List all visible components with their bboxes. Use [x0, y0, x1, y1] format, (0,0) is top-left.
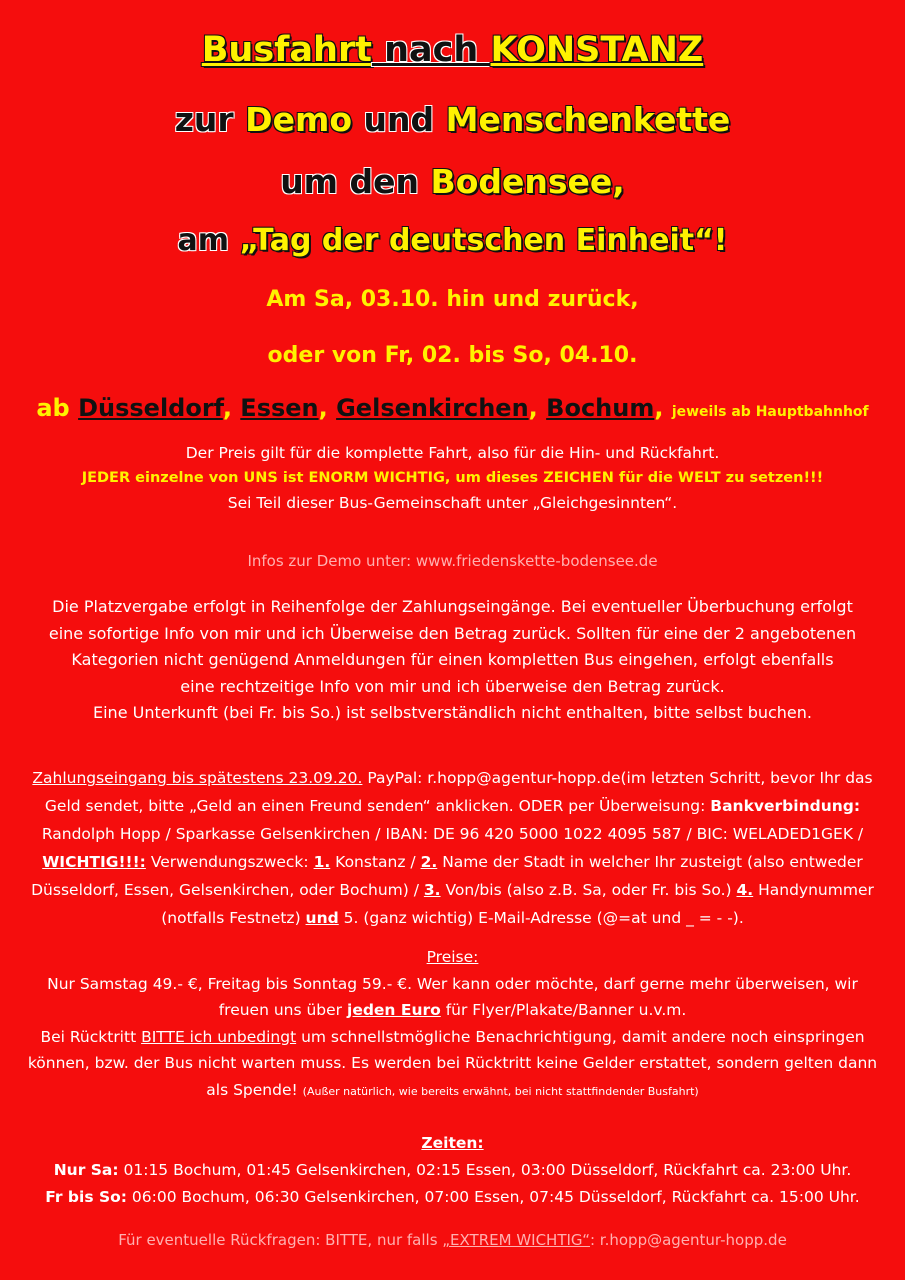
price-note: Der Preis gilt für die komplette Fahrt, also für die Hin- und Rückfahrt.	[185, 444, 720, 462]
text-zur: zur	[174, 100, 246, 139]
payment-line: Name der Stadt in welcher Ihr zusteigt (also entweder	[437, 853, 863, 871]
prices-heading: Preise:	[426, 948, 479, 966]
weekend-label: Fr bis So:	[45, 1188, 127, 1206]
important-label: WICHTIG!!!:	[42, 853, 146, 871]
text-menschenkette: Menschenkette	[445, 100, 731, 139]
separator: ,	[654, 394, 672, 422]
prices-line: Bei Rücktritt	[40, 1027, 142, 1046]
prices-line: Nur Samstag 49.- €, Freitag bis Sonntag 59.- €. Wer kann oder möchte, darf gerne mehr überweisen, wir	[47, 974, 858, 993]
number-label: 4.	[736, 881, 754, 899]
allocation-paragraph	[0, 594, 905, 727]
prices-footnote: (Außer natürlich, wie bereits erwähnt, bei nicht stattfindender Busfahrt)	[302, 1084, 699, 1098]
title-part-konstanz: KONSTANZ	[490, 30, 704, 70]
departure-cities	[0, 394, 905, 426]
paypal-info: PayPal: r.hopp@agentur-hopp.de(im letzten Schritt, bevor Ihr das	[362, 769, 873, 787]
city-bochum: Bochum	[546, 394, 655, 422]
bank-label: Bankverbindung:	[710, 797, 861, 815]
prices-section	[0, 944, 905, 1105]
prices-line: als Spende!	[206, 1080, 303, 1099]
text-demo: Demo	[245, 100, 353, 139]
text-und: und	[352, 100, 446, 139]
text-am: am	[177, 223, 240, 258]
text-bodensee: Bodensee,	[430, 162, 625, 201]
number-label: 2.	[420, 853, 438, 871]
community-note: Sei Teil dieser Bus-Gemeinschaft unter „Gleichgesinnten“.	[227, 494, 678, 512]
title-part-nach: nach	[371, 30, 491, 70]
prices-line: können, bzw. der Bus nicht warten muss. Es werden bei Rücktritt keine Gelder erstattet, sondern gelten dann	[27, 1054, 878, 1072]
separator: ,	[318, 394, 337, 422]
bitte-label: BITTE ich unbedingt	[141, 1027, 297, 1046]
payment-paragraph	[0, 764, 905, 932]
times-section	[0, 1130, 905, 1211]
payment-line: Geld sendet, bitte „Geld an einen Freund senden“ anklicken. ODER per Überweisung:	[44, 797, 711, 815]
main-title	[0, 28, 905, 72]
contact-emphasis: „EXTREM WICHTIG“	[442, 1231, 590, 1249]
bank-details: Randolph Hopp / Sparkasse Gelsenkirchen / IBAN: DE 96 420 5000 1022 4095 587 / BIC: WELADED1GEK /	[41, 825, 864, 843]
text-ab: ab	[36, 394, 79, 422]
number-label: 3.	[423, 881, 441, 899]
subtitle-line-demo	[0, 100, 905, 140]
jeden-euro-label: jeden Euro	[347, 1001, 441, 1019]
subtitle-line-einheit	[0, 222, 905, 260]
city-gelsenkirchen: Gelsenkirchen	[336, 394, 529, 422]
times-heading: Zeiten:	[421, 1134, 484, 1152]
weekend-times: 06:00 Bochum, 06:30 Gelsenkirchen, 07:00 Essen, 07:45 Düsseldorf, Rückfahrt ca. 15:00 Uhr.	[126, 1188, 860, 1206]
city-essen: Essen	[240, 394, 319, 422]
city-duesseldorf: Düsseldorf	[78, 394, 223, 422]
text-tag-der-deutschen-einheit: „Tag der deutschen Einheit“!	[239, 223, 728, 258]
und-label: und	[305, 909, 339, 927]
payment-line: Konstanz /	[330, 853, 421, 871]
demo-info-link[interactable]: Infos zur Demo unter: www.friedenskette-bodensee.de	[247, 552, 658, 570]
payment-line: Von/bis (also z.B. Sa, oder Fr. bis So.)	[440, 881, 737, 899]
payment-line: 5. (ganz wichtig) E-Mail-Adresse (@=at und _ = - -).	[338, 909, 744, 927]
text-um-den: um den	[280, 162, 431, 201]
payment-line: Verwendungszweck:	[145, 853, 314, 871]
payment-line: Handynummer	[753, 881, 874, 899]
date-line-saturday: Am Sa, 03.10. hin und zurück,	[266, 287, 639, 312]
payment-line: (notfalls Festnetz)	[161, 909, 306, 927]
prices-line: freuen uns über	[218, 1001, 347, 1019]
allocation-line: Die Platzvergabe erfolgt in Reihenfolge der Zahlungseingänge. Bei eventueller Überbuchung erfolgt	[52, 597, 853, 616]
allocation-line: eine sofortige Info von mir und ich Überweise den Betrag zurück. Sollten für eine der 2 angebotenen	[48, 623, 857, 643]
allocation-line: Kategorien nicht genügend Anmeldungen für einen kompletten Bus eingehen, erfolgt ebenfalls	[71, 650, 834, 669]
date-line-weekend: oder von Fr, 02. bis So, 04.10.	[267, 343, 638, 368]
text-jeweils-ab-hauptbahnhof: jeweils ab Hauptbahnhof	[671, 404, 869, 420]
contact-email[interactable]: : r.hopp@agentur-hopp.de	[589, 1231, 787, 1249]
important-note: JEDER einzelne von UNS ist ENORM WICHTIG, um dieses ZEICHEN für die WELT zu setzen!!!	[81, 470, 824, 486]
prices-line: um schnellstmögliche Benachrichtigung, damit andere noch einspringen	[296, 1027, 865, 1046]
subtitle-line-bodensee	[0, 162, 905, 202]
saturday-times: 01:15 Bochum, 01:45 Gelsenkirchen, 02:15 Essen, 03:00 Düsseldorf, Rückfahrt ca. 23:00 Uhr.	[118, 1161, 852, 1179]
allocation-line: Eine Unterkunft (bei Fr. bis So.) ist selbstverständlich nicht enthalten, bitte selbst buchen.	[93, 703, 812, 722]
title-part-busfahrt: Busfahrt	[201, 30, 372, 70]
payment-line: Düsseldorf, Essen, Gelsenkirchen, oder Bochum) /	[31, 881, 424, 899]
contact-line	[0, 1228, 905, 1253]
intro-block	[0, 441, 905, 516]
separator: ,	[222, 394, 241, 422]
contact-text: Für eventuelle Rückfragen: BITTE, nur falls	[118, 1231, 443, 1249]
number-label: 1.	[313, 853, 331, 871]
payment-deadline: Zahlungseingang bis spätestens 23.09.20.	[32, 769, 363, 787]
saturday-label: Nur Sa:	[53, 1161, 119, 1179]
separator: ,	[528, 394, 547, 422]
prices-line: für Flyer/Plakate/Banner u.v.m.	[440, 1001, 687, 1019]
allocation-line: eine rechtzeitige Info von mir und ich überweise den Betrag zurück.	[180, 676, 725, 696]
